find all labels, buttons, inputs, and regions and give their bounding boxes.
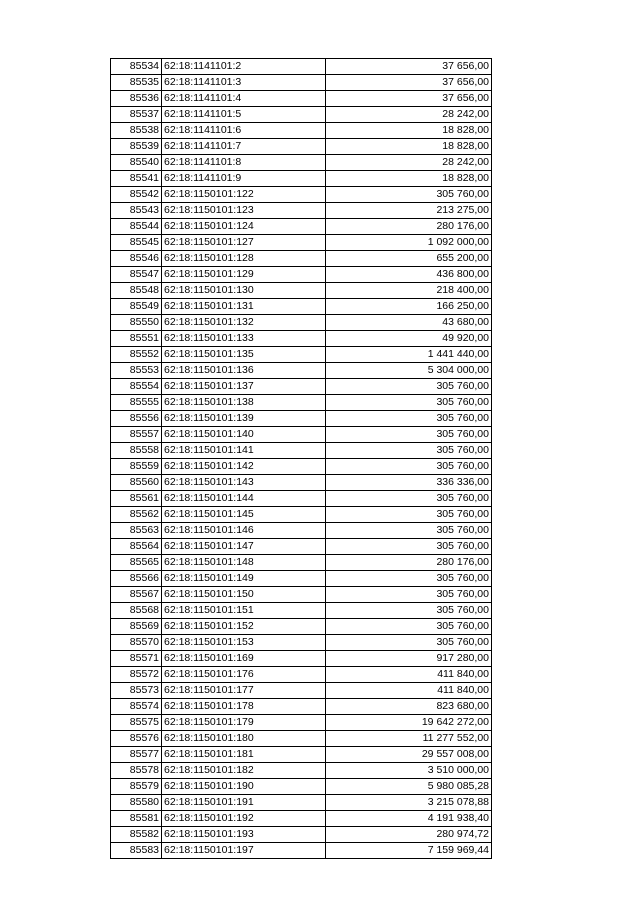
cadastral-number-cell: 62:18:1150101:138 [162, 395, 326, 411]
row-number-cell: 85534 [111, 59, 162, 75]
row-number-cell: 85557 [111, 427, 162, 443]
table-row [111, 763, 492, 779]
table-row [111, 827, 492, 843]
value-cell: 18 828,00 [326, 123, 492, 139]
table-row [111, 347, 492, 363]
value-cell: 218 400,00 [326, 283, 492, 299]
value-cell: 37 656,00 [326, 59, 492, 75]
cadastral-number-cell: 62:18:1150101:182 [162, 763, 326, 779]
row-number-cell: 85539 [111, 139, 162, 155]
cadastral-number-cell: 62:18:1150101:149 [162, 571, 326, 587]
value-cell: 305 760,00 [326, 539, 492, 555]
cadastral-number-cell: 62:18:1150101:147 [162, 539, 326, 555]
value-cell: 5 304 000,00 [326, 363, 492, 379]
table-row [111, 283, 492, 299]
cadastral-number-cell: 62:18:1150101:179 [162, 715, 326, 731]
row-number-cell: 85555 [111, 395, 162, 411]
value-cell: 18 828,00 [326, 139, 492, 155]
row-number-cell: 85551 [111, 331, 162, 347]
cadastral-number-cell: 62:18:1150101:151 [162, 603, 326, 619]
row-number-cell: 85544 [111, 219, 162, 235]
value-cell: 305 760,00 [326, 619, 492, 635]
table-row [111, 299, 492, 315]
table-row [111, 315, 492, 331]
row-number-cell: 85583 [111, 843, 162, 859]
row-number-cell: 85570 [111, 635, 162, 651]
cadastral-number-cell: 62:18:1141101:9 [162, 171, 326, 187]
value-cell: 28 242,00 [326, 155, 492, 171]
table-row [111, 587, 492, 603]
value-cell: 917 280,00 [326, 651, 492, 667]
cadastral-number-cell: 62:18:1141101:6 [162, 123, 326, 139]
row-number-cell: 85580 [111, 795, 162, 811]
row-number-cell: 85545 [111, 235, 162, 251]
cadastral-number-cell: 62:18:1150101:153 [162, 635, 326, 651]
cadastral-number-cell: 62:18:1150101:135 [162, 347, 326, 363]
value-cell: 7 159 969,44 [326, 843, 492, 859]
value-cell: 4 191 938,40 [326, 811, 492, 827]
row-number-cell: 85581 [111, 811, 162, 827]
row-number-cell: 85574 [111, 699, 162, 715]
cadastral-number-cell: 62:18:1150101:128 [162, 251, 326, 267]
row-number-cell: 85565 [111, 555, 162, 571]
value-cell: 823 680,00 [326, 699, 492, 715]
value-cell: 29 557 008,00 [326, 747, 492, 763]
value-cell: 280 176,00 [326, 219, 492, 235]
cadastral-number-cell: 62:18:1141101:5 [162, 107, 326, 123]
cadastral-number-cell: 62:18:1150101:136 [162, 363, 326, 379]
cadastral-number-cell: 62:18:1150101:191 [162, 795, 326, 811]
row-number-cell: 85546 [111, 251, 162, 267]
value-cell: 305 760,00 [326, 379, 492, 395]
value-cell: 213 275,00 [326, 203, 492, 219]
table-row [111, 619, 492, 635]
value-cell: 166 250,00 [326, 299, 492, 315]
row-number-cell: 85575 [111, 715, 162, 731]
value-cell: 305 760,00 [326, 603, 492, 619]
value-cell: 305 760,00 [326, 523, 492, 539]
value-cell: 305 760,00 [326, 507, 492, 523]
cadastral-number-cell: 62:18:1150101:133 [162, 331, 326, 347]
row-number-cell: 85553 [111, 363, 162, 379]
value-cell: 28 242,00 [326, 107, 492, 123]
cadastral-number-cell: 62:18:1150101:150 [162, 587, 326, 603]
value-cell: 5 980 085,28 [326, 779, 492, 795]
table-row [111, 235, 492, 251]
value-cell: 1 092 000,00 [326, 235, 492, 251]
table-row [111, 731, 492, 747]
value-cell: 305 760,00 [326, 635, 492, 651]
row-number-cell: 85549 [111, 299, 162, 315]
table-row [111, 699, 492, 715]
table-row [111, 171, 492, 187]
cadastral-number-cell: 62:18:1150101:152 [162, 619, 326, 635]
row-number-cell: 85537 [111, 107, 162, 123]
table-row [111, 427, 492, 443]
cadastral-number-cell: 62:18:1141101:3 [162, 75, 326, 91]
table-row [111, 571, 492, 587]
row-number-cell: 85554 [111, 379, 162, 395]
value-cell: 3 215 078,88 [326, 795, 492, 811]
table-row [111, 107, 492, 123]
cadastral-number-cell: 62:18:1150101:190 [162, 779, 326, 795]
value-cell: 280 176,00 [326, 555, 492, 571]
table-row [111, 443, 492, 459]
cadastral-number-cell: 62:18:1150101:180 [162, 731, 326, 747]
cadastral-number-cell: 62:18:1141101:8 [162, 155, 326, 171]
cadastral-number-cell: 62:18:1150101:192 [162, 811, 326, 827]
value-cell: 336 336,00 [326, 475, 492, 491]
value-cell: 305 760,00 [326, 187, 492, 203]
row-number-cell: 85538 [111, 123, 162, 139]
cadastral-number-cell: 62:18:1150101:169 [162, 651, 326, 667]
table-row [111, 507, 492, 523]
value-cell: 305 760,00 [326, 459, 492, 475]
cadastral-number-cell: 62:18:1141101:4 [162, 91, 326, 107]
value-cell: 436 800,00 [326, 267, 492, 283]
table-row [111, 187, 492, 203]
cadastral-number-cell: 62:18:1141101:2 [162, 59, 326, 75]
cadastral-number-cell: 62:18:1150101:132 [162, 315, 326, 331]
row-number-cell: 85559 [111, 459, 162, 475]
row-number-cell: 85564 [111, 539, 162, 555]
row-number-cell: 85582 [111, 827, 162, 843]
table-row [111, 251, 492, 267]
table-row [111, 843, 492, 859]
cadastral-number-cell: 62:18:1150101:148 [162, 555, 326, 571]
table-row [111, 459, 492, 475]
row-number-cell: 85579 [111, 779, 162, 795]
cadastral-number-cell: 62:18:1150101:142 [162, 459, 326, 475]
row-number-cell: 85535 [111, 75, 162, 91]
table-row [111, 667, 492, 683]
table-row [111, 219, 492, 235]
table-row [111, 155, 492, 171]
table-row [111, 363, 492, 379]
cadastral-number-cell: 62:18:1150101:144 [162, 491, 326, 507]
cadastral-number-cell: 62:18:1150101:130 [162, 283, 326, 299]
table-row [111, 539, 492, 555]
row-number-cell: 85566 [111, 571, 162, 587]
cadastral-number-cell: 62:18:1150101:197 [162, 843, 326, 859]
row-number-cell: 85563 [111, 523, 162, 539]
value-cell: 43 680,00 [326, 315, 492, 331]
table-row [111, 411, 492, 427]
row-number-cell: 85567 [111, 587, 162, 603]
cadastral-number-cell: 62:18:1150101:181 [162, 747, 326, 763]
table-row [111, 59, 492, 75]
row-number-cell: 85543 [111, 203, 162, 219]
table-row [111, 139, 492, 155]
cadastral-number-cell: 62:18:1150101:137 [162, 379, 326, 395]
table-row [111, 331, 492, 347]
cadastral-number-cell: 62:18:1141101:7 [162, 139, 326, 155]
table-row [111, 491, 492, 507]
value-cell: 655 200,00 [326, 251, 492, 267]
table-row [111, 683, 492, 699]
cadastral-number-cell: 62:18:1150101:146 [162, 523, 326, 539]
row-number-cell: 85577 [111, 747, 162, 763]
row-number-cell: 85541 [111, 171, 162, 187]
cadastral-number-cell: 62:18:1150101:193 [162, 827, 326, 843]
value-cell: 305 760,00 [326, 571, 492, 587]
table-row [111, 635, 492, 651]
table-row [111, 555, 492, 571]
cadastral-number-cell: 62:18:1150101:123 [162, 203, 326, 219]
row-number-cell: 85560 [111, 475, 162, 491]
cadastral-number-cell: 62:18:1150101:124 [162, 219, 326, 235]
cadastral-number-cell: 62:18:1150101:176 [162, 667, 326, 683]
value-cell: 411 840,00 [326, 667, 492, 683]
row-number-cell: 85571 [111, 651, 162, 667]
table-row [111, 779, 492, 795]
row-number-cell: 85552 [111, 347, 162, 363]
row-number-cell: 85572 [111, 667, 162, 683]
table-row [111, 203, 492, 219]
row-number-cell: 85556 [111, 411, 162, 427]
table-row [111, 523, 492, 539]
cadastral-number-cell: 62:18:1150101:177 [162, 683, 326, 699]
table-row [111, 123, 492, 139]
value-cell: 11 277 552,00 [326, 731, 492, 747]
table-row [111, 475, 492, 491]
table-row [111, 91, 492, 107]
row-number-cell: 85542 [111, 187, 162, 203]
value-cell: 411 840,00 [326, 683, 492, 699]
table-row [111, 811, 492, 827]
table-row [111, 747, 492, 763]
value-cell: 280 974,72 [326, 827, 492, 843]
row-number-cell: 85573 [111, 683, 162, 699]
table-row [111, 267, 492, 283]
table-row [111, 75, 492, 91]
cadastral-number-cell: 62:18:1150101:145 [162, 507, 326, 523]
table-row [111, 651, 492, 667]
row-number-cell: 85561 [111, 491, 162, 507]
table-row [111, 795, 492, 811]
value-cell: 305 760,00 [326, 443, 492, 459]
row-number-cell: 85576 [111, 731, 162, 747]
cadastral-number-cell: 62:18:1150101:178 [162, 699, 326, 715]
table-row [111, 603, 492, 619]
value-cell: 305 760,00 [326, 427, 492, 443]
value-cell: 18 828,00 [326, 171, 492, 187]
value-cell: 37 656,00 [326, 75, 492, 91]
cadastral-value-table [110, 58, 492, 859]
value-cell: 305 760,00 [326, 587, 492, 603]
row-number-cell: 85562 [111, 507, 162, 523]
table-row [111, 715, 492, 731]
row-number-cell: 85548 [111, 283, 162, 299]
value-cell: 19 642 272,00 [326, 715, 492, 731]
row-number-cell: 85550 [111, 315, 162, 331]
value-cell: 305 760,00 [326, 491, 492, 507]
cadastral-number-cell: 62:18:1150101:139 [162, 411, 326, 427]
value-cell: 305 760,00 [326, 411, 492, 427]
row-number-cell: 85547 [111, 267, 162, 283]
value-cell: 305 760,00 [326, 395, 492, 411]
cadastral-number-cell: 62:18:1150101:131 [162, 299, 326, 315]
cadastral-number-cell: 62:18:1150101:140 [162, 427, 326, 443]
cadastral-number-cell: 62:18:1150101:143 [162, 475, 326, 491]
table-body [111, 59, 492, 859]
value-cell: 3 510 000,00 [326, 763, 492, 779]
value-cell: 49 920,00 [326, 331, 492, 347]
cadastral-number-cell: 62:18:1150101:141 [162, 443, 326, 459]
value-cell: 37 656,00 [326, 91, 492, 107]
row-number-cell: 85578 [111, 763, 162, 779]
cadastral-number-cell: 62:18:1150101:122 [162, 187, 326, 203]
cadastral-number-cell: 62:18:1150101:129 [162, 267, 326, 283]
row-number-cell: 85540 [111, 155, 162, 171]
table-row [111, 395, 492, 411]
row-number-cell: 85568 [111, 603, 162, 619]
value-cell: 1 441 440,00 [326, 347, 492, 363]
row-number-cell: 85569 [111, 619, 162, 635]
cadastral-number-cell: 62:18:1150101:127 [162, 235, 326, 251]
row-number-cell: 85536 [111, 91, 162, 107]
table-row [111, 379, 492, 395]
row-number-cell: 85558 [111, 443, 162, 459]
